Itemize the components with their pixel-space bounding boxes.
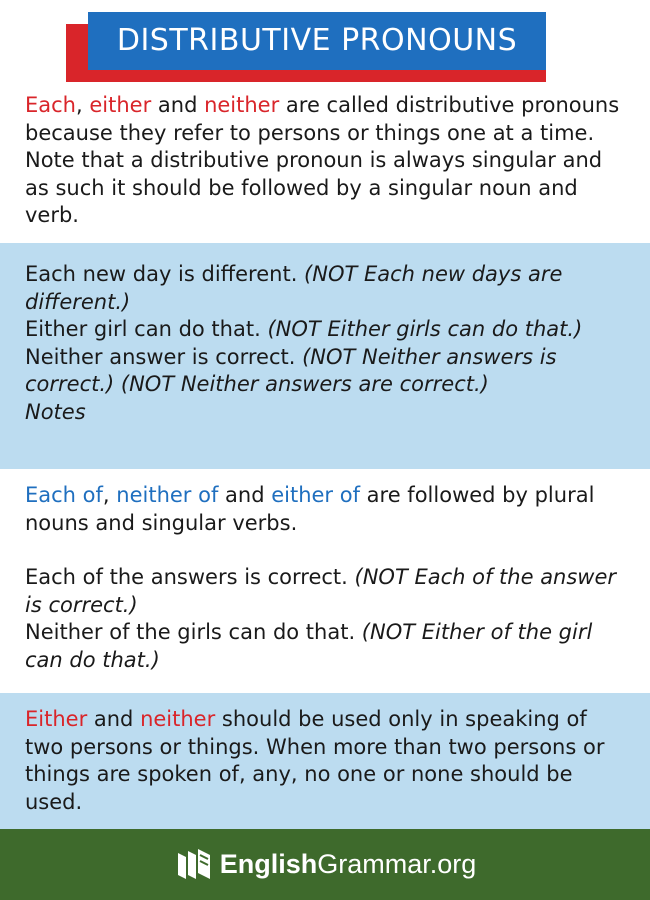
example-sentence: Each new day is different. (25, 262, 305, 286)
page-title: DISTRIBUTIVE PRONOUNS (88, 12, 546, 70)
example-sentence: Each of the answers is correct. (25, 565, 355, 589)
notes-label: Notes (25, 399, 86, 424)
rule3-text: should be used only in speaking of two persons or things. When more than two persons or things are spoken of, any, no one or none should be used. (25, 707, 605, 814)
highlight-either: Either (25, 707, 88, 731)
intro-text: , (76, 93, 90, 117)
rule2-text: and (218, 483, 272, 507)
example-note: (NOT Neither answers is correct.) (NOT Neither answers are correct.) (25, 344, 557, 396)
rule2-paragraph (25, 482, 625, 537)
highlight-either-of: either of (271, 483, 360, 507)
example-item (25, 344, 625, 399)
example-item (25, 261, 625, 316)
intro-section (0, 92, 650, 230)
example-note: (NOT Each of the answer is correct.) (25, 565, 617, 617)
highlight-neither: neither (204, 93, 280, 117)
footer (0, 829, 650, 900)
brand-rest: Grammar.org (317, 849, 477, 879)
brand-bold: English (219, 849, 318, 879)
example-sentence: Neither answer is correct. (25, 344, 303, 369)
example-note: (NOT Either girls can do that.) (267, 317, 583, 341)
highlight-each: Each (25, 93, 76, 117)
example-note: (NOT Each new days are different.) (25, 262, 563, 314)
examples-section-1 (0, 243, 650, 469)
example-item (25, 564, 625, 619)
book-icon (174, 847, 214, 883)
example-note: (NOT Either of the girl can do that.) (25, 620, 593, 672)
title-banner (66, 12, 546, 82)
spacer (25, 537, 625, 564)
highlight-neither: neither (140, 707, 216, 731)
rule3-text: and (87, 707, 141, 731)
footer-brand[interactable] (220, 849, 477, 880)
example-item (25, 316, 625, 344)
rule3-paragraph (25, 706, 625, 816)
rule3-section (0, 693, 650, 829)
intro-text: are called distributive pronouns because they refer to persons or things one at a time. Note that a distributive pronoun is always singular and as such it should be followed by a singular noun and verb. (25, 93, 620, 227)
highlight-each-of: Each of (25, 483, 103, 507)
example-sentence: Neither of the girls can do that. (25, 620, 362, 644)
highlight-either: either (89, 93, 152, 117)
rule2-text: are followed by plural nouns and singular verbs. (25, 483, 595, 535)
rule2-text: , (102, 483, 117, 507)
example-item (25, 619, 625, 674)
intro-text: and (151, 93, 205, 117)
intro-paragraph (25, 92, 625, 230)
rule2-section (0, 482, 650, 674)
example-sentence: Either girl can do that. (25, 317, 268, 341)
highlight-neither-of: neither of (116, 483, 219, 507)
